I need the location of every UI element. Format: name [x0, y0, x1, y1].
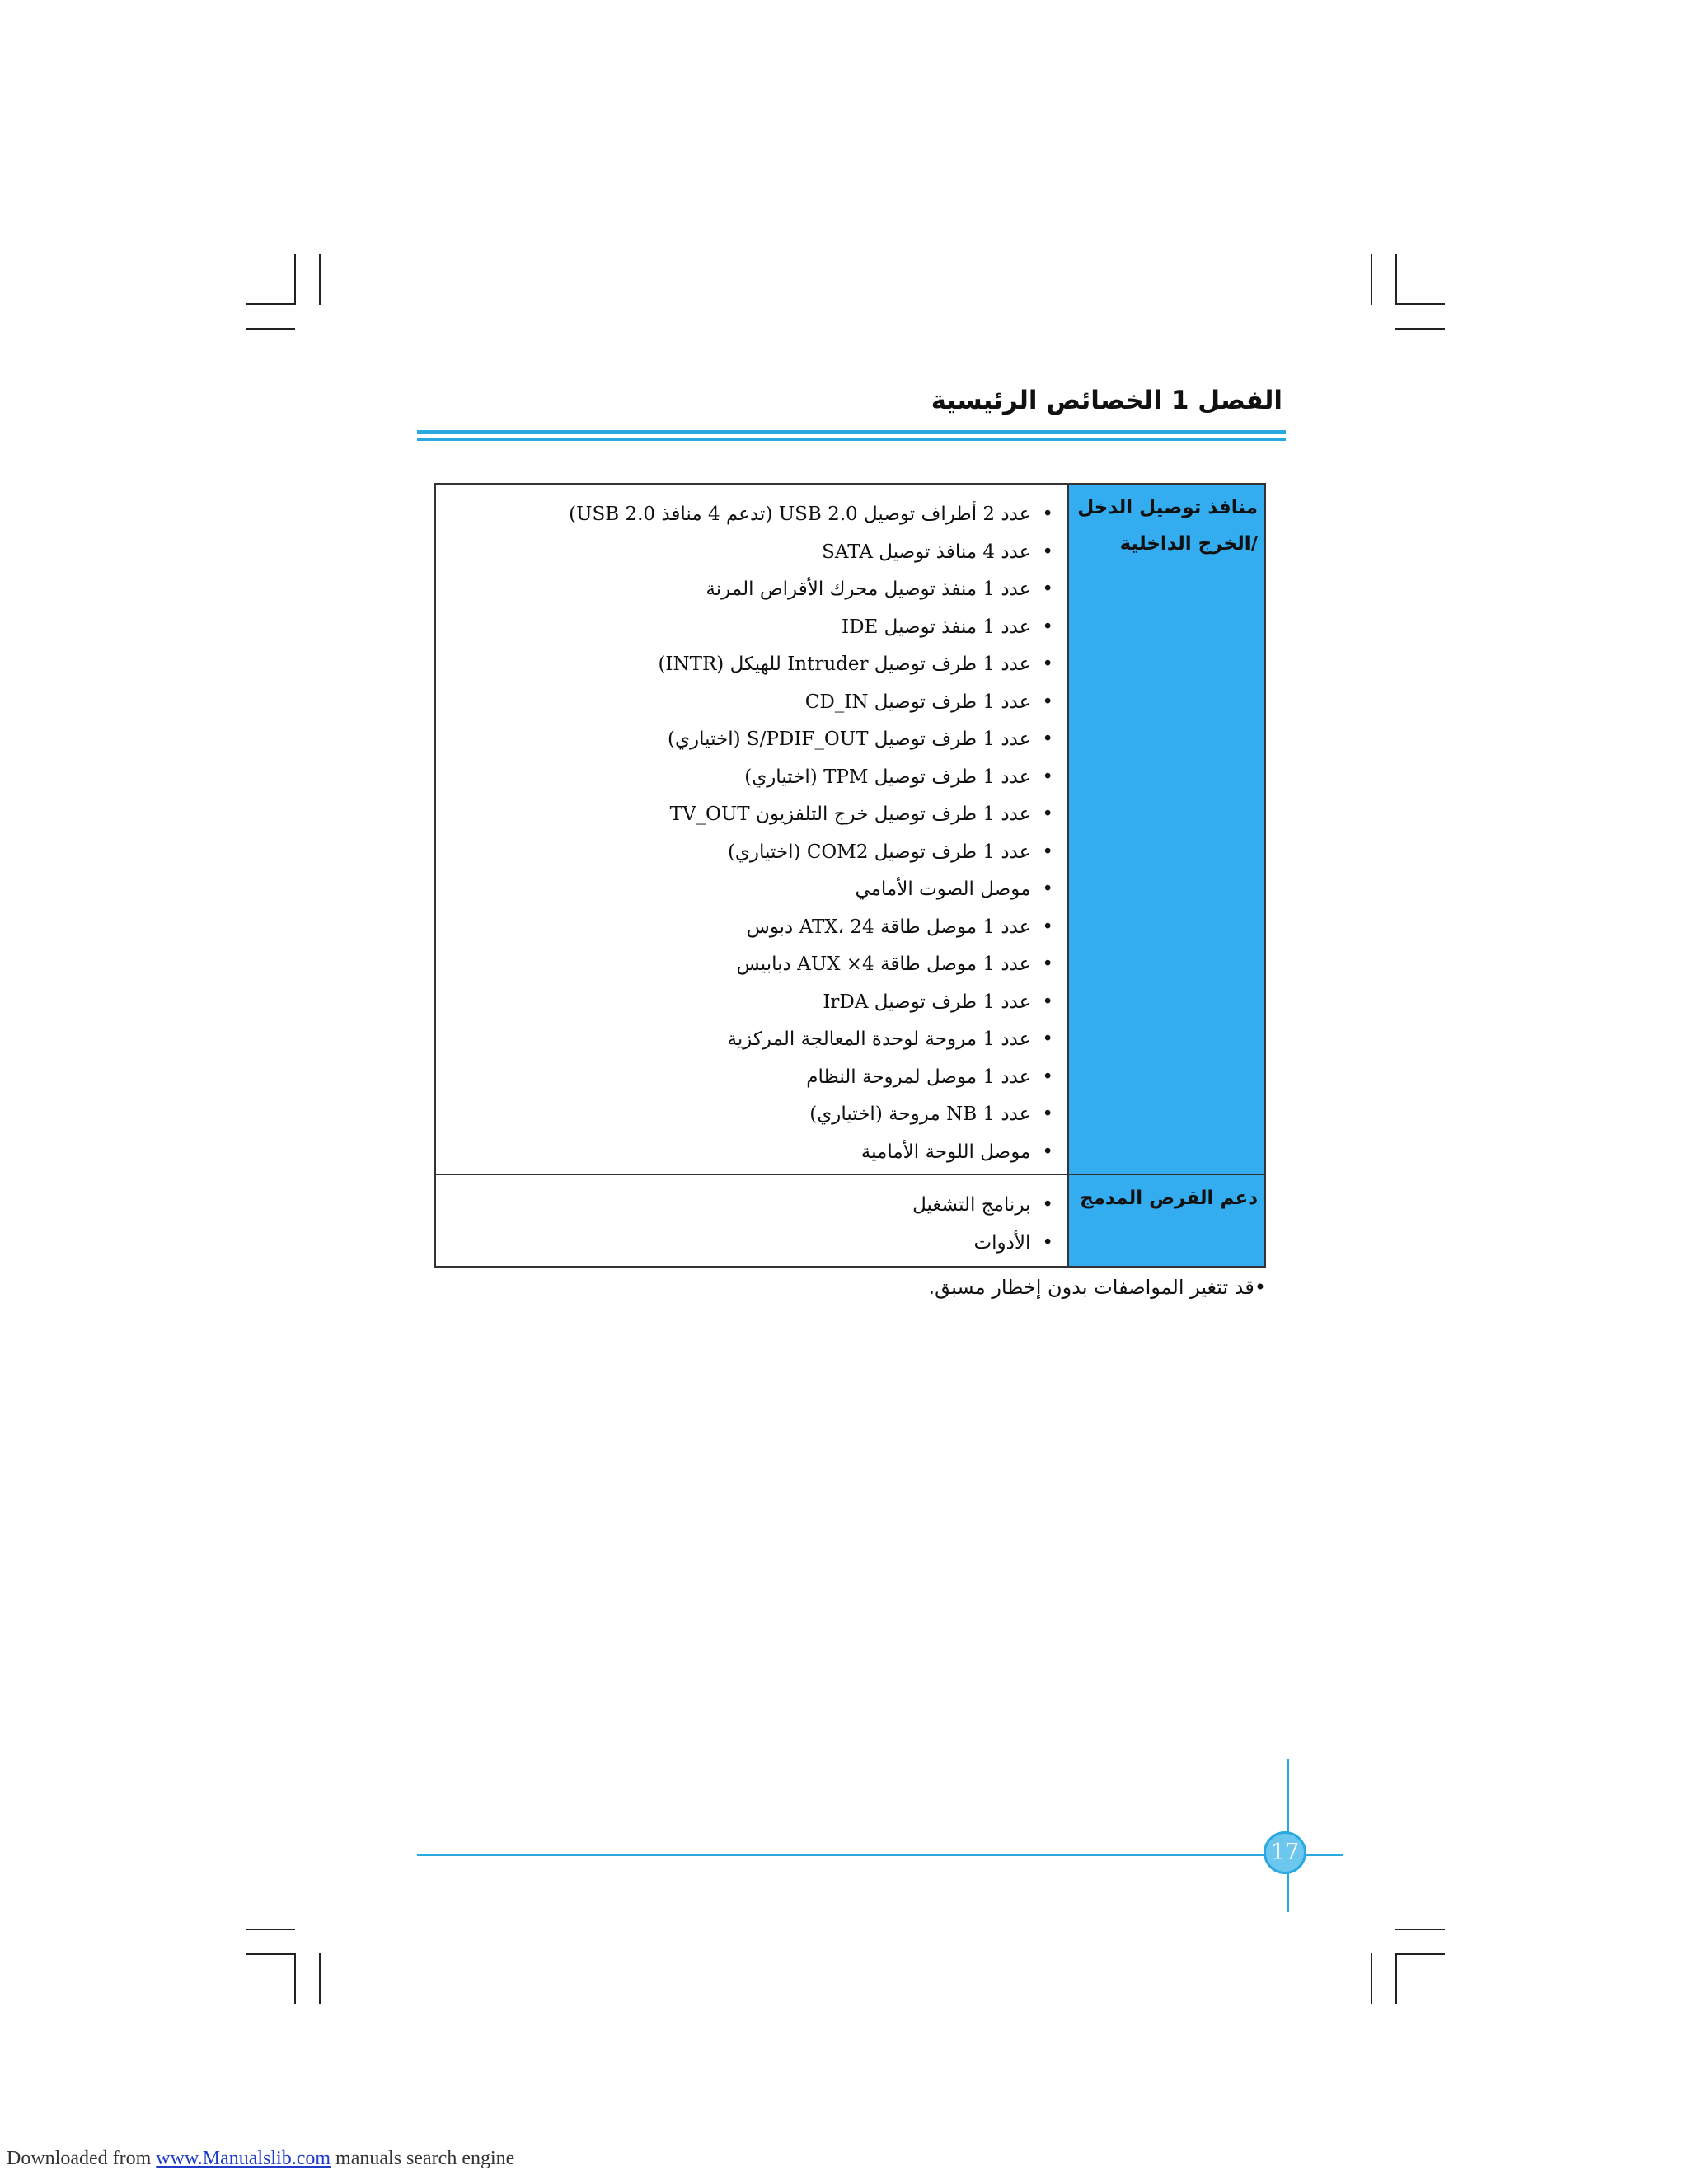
list-item: • عدد 1 طرف توصيل Intruder للهيكل (INTR) — [569, 646, 1053, 684]
list-item: • عدد 1 طرف توصيل S/PDIF_OUT (اختياري) — [569, 721, 1053, 759]
list-item: • عدد 1 مروحة لوحدة المعالجة المركزية — [569, 1021, 1053, 1059]
spec-note: •قد تتغير المواصفات بدون إخطار مسبق. — [928, 1276, 1266, 1299]
list-item: • برنامج التشغيل — [912, 1187, 1053, 1225]
item-list — [569, 496, 1053, 1171]
crop-mark — [1395, 1929, 1445, 1930]
crop-mark — [294, 254, 296, 305]
download-prefix: Downloaded from — [7, 2148, 152, 2169]
crop-mark — [1371, 254, 1372, 305]
crop-mark — [1395, 254, 1397, 305]
spec-table — [434, 483, 1266, 1268]
manualslib-link[interactable]: www.Manualslib.com — [156, 2148, 331, 2169]
list-item: • موصل اللوحة الأمامية — [569, 1134, 1053, 1172]
list-item: • موصل الصوت الأمامي — [569, 871, 1053, 909]
row-heading: منافذ توصيل الدخل /الخرج الداخلية — [1067, 485, 1264, 1174]
list-item: • عدد 2 أطراف توصيل USB 2.0 (تدعم 4 منافذ USB 2.0) — [569, 496, 1053, 534]
crop-mark — [1395, 303, 1445, 305]
crop-mark — [246, 1929, 295, 1930]
list-item: • الأدوات — [912, 1225, 1053, 1263]
list-item: • عدد 1 موصل طاقة ATX، 24 دبوس — [569, 909, 1053, 947]
crop-mark — [1395, 1953, 1397, 2004]
list-item: • عدد 1 طرف توصيل TPM (اختياري) — [569, 759, 1053, 797]
list-item: • عدد 1 موصل طاقة AUX ×4 دبابيس — [569, 946, 1053, 984]
chapter-title: الفصل 1 الخصائص الرئيسية — [931, 386, 1282, 415]
crop-mark — [246, 1953, 295, 1955]
item-list — [912, 1187, 1053, 1262]
list-item: • عدد 1 منفذ توصيل IDE — [569, 609, 1053, 647]
footer-rule — [417, 1854, 1343, 1856]
list-item: • عدد 1 موصل لمروحة النظام — [569, 1059, 1053, 1097]
page-number: 17 — [1264, 1831, 1306, 1874]
crop-mark — [246, 303, 295, 305]
list-item: • عدد 1 طرف توصيل COM2 (اختياري) — [569, 834, 1053, 872]
list-item: • عدد 1 طرف توصيل خرج التلفزيون TV_OUT — [569, 796, 1053, 834]
crop-mark — [246, 328, 295, 330]
table-row — [436, 485, 1264, 1175]
crop-mark — [319, 254, 321, 305]
crop-mark — [319, 1953, 321, 2004]
crop-mark — [294, 1953, 296, 2004]
list-item: • عدد 1 NB مروحة (اختياري) — [569, 1096, 1053, 1134]
list-item: • عدد 1 طرف توصيل CD_IN — [569, 684, 1053, 722]
crop-mark — [1395, 1953, 1445, 1955]
download-notice — [7, 2148, 514, 2170]
download-suffix: manuals search engine — [335, 2148, 515, 2169]
list-item: • عدد 1 طرف توصيل IrDA — [569, 984, 1053, 1022]
row-heading: دعم القرص المدمج — [1067, 1175, 1264, 1266]
table-row — [436, 1175, 1264, 1266]
crop-mark — [1395, 328, 1445, 330]
header-rule — [417, 438, 1286, 441]
list-item: • عدد 1 منفذ توصيل محرك الأقراص المرنة — [569, 571, 1053, 609]
header-rule — [417, 430, 1286, 434]
list-item: • عدد 4 منافذ توصيل SATA — [569, 534, 1053, 572]
crop-mark — [1371, 1953, 1372, 2004]
